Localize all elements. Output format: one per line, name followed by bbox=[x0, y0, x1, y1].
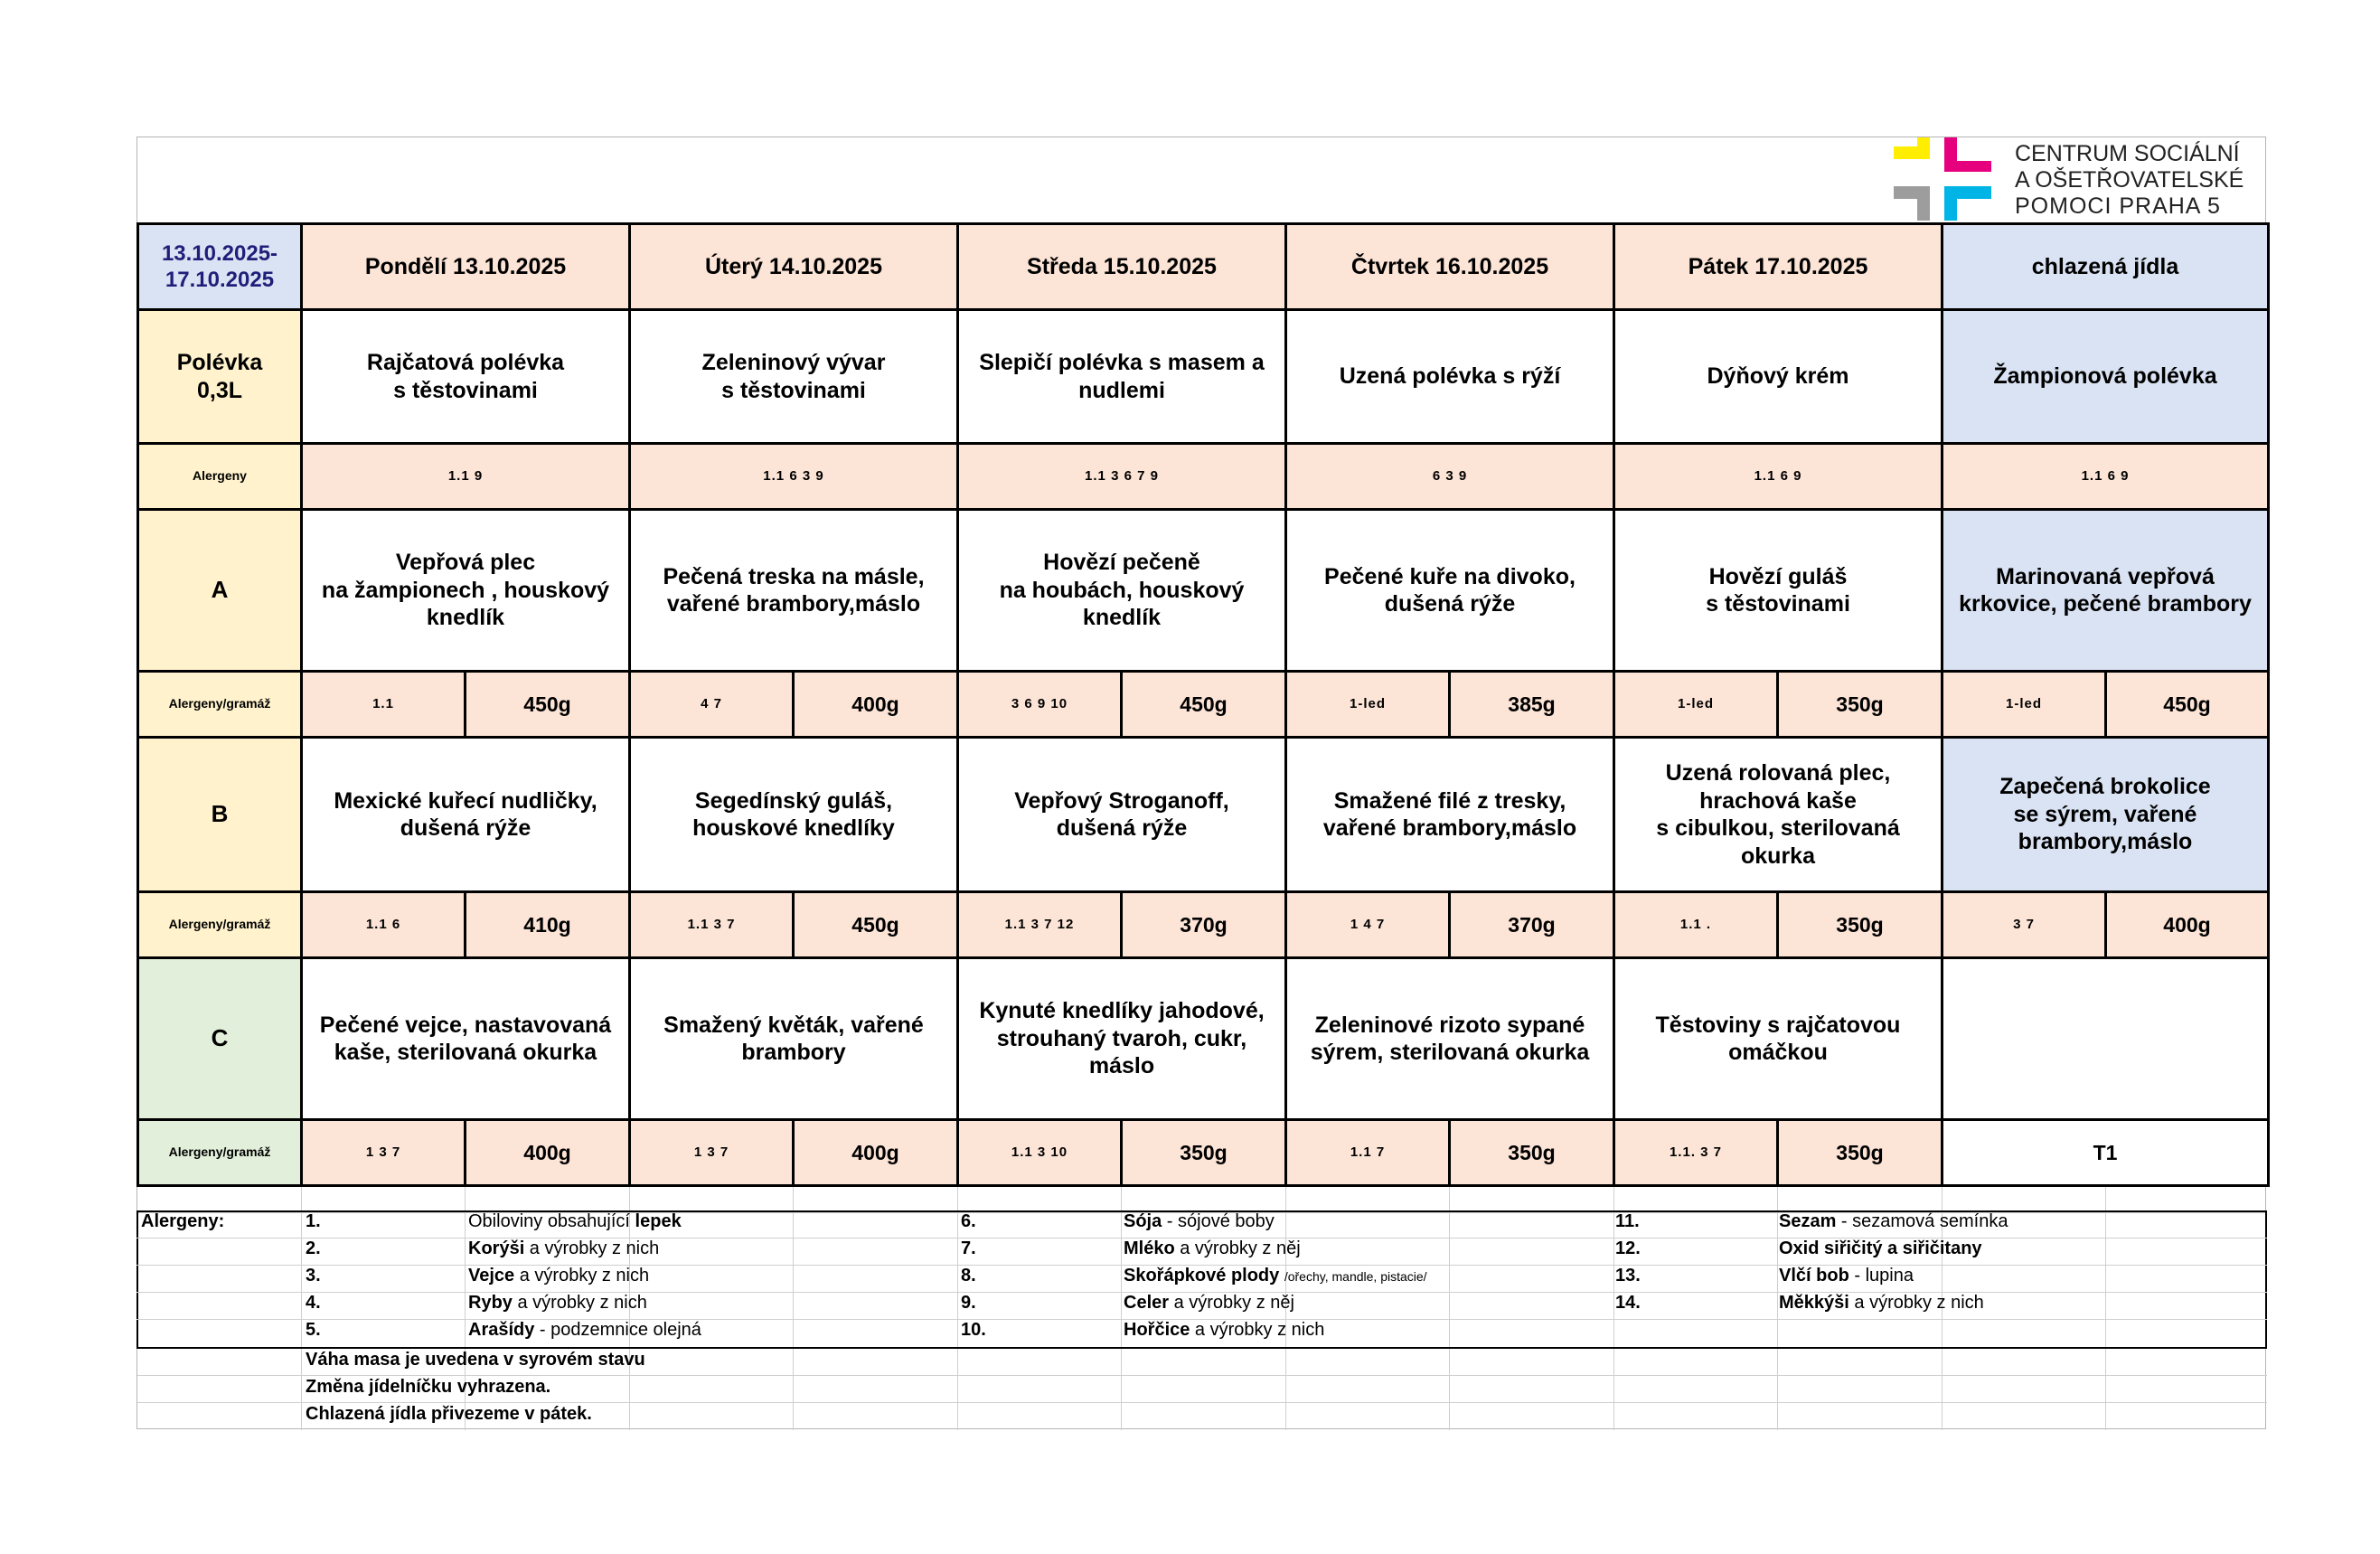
soup-item-2 bbox=[956, 308, 1287, 445]
meal-item bbox=[1941, 508, 2270, 673]
legend-text bbox=[1779, 1266, 1914, 1286]
meal-weight bbox=[1120, 1118, 1287, 1187]
meal-weight-text: 350g bbox=[1836, 1140, 1884, 1164]
meal-item bbox=[1284, 956, 1615, 1121]
soup-item-1-text: Zeleninový vývar s těstovinami bbox=[701, 350, 886, 403]
meal-weight-text: 400g bbox=[523, 1140, 571, 1164]
meal-weight-text: 370g bbox=[1180, 912, 1228, 937]
meal-weight bbox=[1120, 670, 1287, 739]
day-header-0 bbox=[300, 222, 631, 311]
logo-line-2: A OŠETŘOVATELSKÉ bbox=[2015, 167, 2244, 193]
meal-allergens bbox=[628, 670, 795, 739]
meal-allergens-text: 1-led bbox=[1677, 695, 1714, 711]
meal-allergens bbox=[1284, 670, 1451, 739]
meal-item-text: Smažené filé z tresky, vařené brambory,máslo bbox=[1322, 787, 1577, 841]
soup-allergens-2-text: 1.1 3 6 7 9 bbox=[1085, 467, 1159, 484]
legend-number: 13. bbox=[1615, 1266, 1641, 1286]
soup-allergens-3-text: 6 3 9 bbox=[1432, 467, 1468, 484]
day-header-4 bbox=[1613, 222, 1943, 311]
legend-text-rest: - podzemnice olejná bbox=[534, 1320, 701, 1340]
meal-item-text: Pečené vejce, nastavovaná kaše, sterilovaná okurka bbox=[319, 1012, 612, 1065]
meal-item bbox=[1284, 736, 1615, 893]
meal-item-text: Marinovaná vepřová krkovice, pečené brambory bbox=[1959, 563, 2252, 617]
meal-item-text: Uzená rolovaná plec, hrachová kaše s cibulkou, sterilovaná okurka bbox=[1656, 760, 1900, 869]
legend-text-bold: Měkkýši bbox=[1779, 1293, 1849, 1313]
soup-item-5 bbox=[1941, 308, 2270, 445]
meal-allergens-text: 1.1 3 7 12 bbox=[1004, 916, 1075, 932]
meal-weight-text: 450g bbox=[523, 692, 571, 716]
meal-extra-code-text: T1 bbox=[2093, 1140, 2118, 1164]
soup-allergens-1 bbox=[628, 442, 959, 511]
legend-text-bold: Skořápkové plody bbox=[1124, 1266, 1280, 1286]
legend-text-rest: a výrobky z něj bbox=[1169, 1293, 1294, 1313]
meal-allergens bbox=[1613, 670, 1779, 739]
logo-text bbox=[2015, 141, 2244, 220]
legend-text-bold: Celer bbox=[1124, 1293, 1170, 1313]
grid-hline bbox=[137, 1402, 2267, 1403]
meal-weight bbox=[1776, 670, 1943, 739]
soup-allergens-1-text: 1.1 6 3 9 bbox=[763, 467, 824, 484]
soup-allergens-0-text: 1.1 9 bbox=[447, 467, 484, 484]
meal-allergens bbox=[1613, 890, 1779, 959]
meal-weight bbox=[464, 890, 631, 959]
day-header-2 bbox=[956, 222, 1287, 311]
legend-text-bold: Arašídy bbox=[468, 1320, 535, 1340]
legend-text bbox=[468, 1266, 649, 1286]
legend-text-small: /ořechy, mandle, pistacie/ bbox=[1284, 1269, 1427, 1284]
legend-text bbox=[468, 1238, 659, 1259]
meal-item-text: Vepřová plec na žampionech , houskový knedlík bbox=[321, 550, 610, 631]
meal-allergens bbox=[956, 670, 1123, 739]
meal-weight bbox=[1448, 1118, 1615, 1187]
soup-allergens-5 bbox=[1941, 442, 2270, 511]
meal-item-text: Vepřový Stroganoff, dušená rýže bbox=[1014, 787, 1229, 841]
meal-detail-label bbox=[136, 670, 303, 739]
legend-text-rest: a výrobky z nich bbox=[1190, 1320, 1325, 1340]
meal-item bbox=[1613, 736, 1943, 893]
meal-allergens-text: 1-led bbox=[2005, 695, 2042, 711]
logo bbox=[1892, 137, 2253, 221]
meal-allergens-text: 1 3 7 bbox=[365, 1144, 401, 1160]
meal-a-label bbox=[136, 508, 303, 673]
day-header-2-text: Středa 15.10.2025 bbox=[1027, 253, 1217, 279]
legend-text-rest: a výrobky z nich bbox=[512, 1293, 647, 1313]
meal-weight-text: 350g bbox=[1508, 1140, 1556, 1164]
legend-text-bold: Vejce bbox=[468, 1266, 515, 1286]
meal-item bbox=[628, 508, 959, 673]
soup-allergens-2 bbox=[956, 442, 1287, 511]
meal-weight bbox=[1776, 1118, 1943, 1187]
meal-item-empty bbox=[1941, 956, 2270, 1121]
meal-weight bbox=[792, 1118, 959, 1187]
meal-allergens-text: 1 4 7 bbox=[1350, 916, 1386, 932]
meal-weight bbox=[1448, 670, 1615, 739]
meal-allergens bbox=[956, 1118, 1123, 1187]
meal-item bbox=[1941, 736, 2270, 893]
meal-allergens-text: 1.1. 3 7 bbox=[1669, 1144, 1723, 1160]
soup-item-4-text: Dýňový krém bbox=[1707, 363, 1849, 390]
day-header-1 bbox=[628, 222, 959, 311]
meal-item bbox=[300, 736, 631, 893]
legend-text-pre: Obiloviny obsahující bbox=[468, 1211, 635, 1231]
meal-weight bbox=[1120, 890, 1287, 959]
meal-allergens bbox=[300, 670, 466, 739]
week-range bbox=[136, 222, 303, 311]
legend-text-rest: a výrobky z něj bbox=[1174, 1238, 1301, 1258]
soup-allergens-5-text: 1.1 6 9 bbox=[2081, 467, 2130, 484]
meal-allergens bbox=[1941, 670, 2107, 739]
legend-text-bold: Mléko bbox=[1124, 1238, 1175, 1258]
meal-allergens bbox=[300, 1118, 466, 1187]
meal-weight bbox=[792, 890, 959, 959]
legend-number: 5. bbox=[306, 1320, 321, 1340]
note-1: Váha masa je uvedena v syrovém stavu bbox=[306, 1350, 645, 1370]
soup-item-0-text: Rajčatová polévka s těstovinami bbox=[366, 350, 565, 403]
meal-weight-text: 350g bbox=[1836, 692, 1884, 716]
note-2: Změna jídelníčku vyhrazena. bbox=[306, 1377, 551, 1397]
soup-allergen-label-text: Alergeny bbox=[193, 468, 247, 484]
meal-allergens bbox=[628, 1118, 795, 1187]
soup-label-text: Polévka 0,3L bbox=[176, 350, 263, 403]
meal-weight-text: 370g bbox=[1508, 912, 1556, 937]
meal-allergens-text: 1.1 3 7 bbox=[687, 916, 736, 932]
meal-allergens bbox=[1284, 890, 1451, 959]
meal-allergens bbox=[1941, 890, 2107, 959]
meal-allergens bbox=[628, 890, 795, 959]
legend-text-rest: - sezamová semínka bbox=[1836, 1211, 2008, 1231]
meal-allergens-text: 1.1 6 bbox=[365, 916, 401, 932]
legend-number: 9. bbox=[961, 1293, 976, 1313]
meal-detail-label bbox=[136, 1118, 303, 1187]
meal-detail-label bbox=[136, 890, 303, 959]
meal-item bbox=[956, 956, 1287, 1121]
legend-text-rest: - lupina bbox=[1848, 1266, 1914, 1286]
meal-weight-text: 400g bbox=[851, 1140, 899, 1164]
legend-number: 12. bbox=[1615, 1238, 1641, 1258]
legend-text-bold: Korýši bbox=[468, 1238, 525, 1258]
meal-item-text: Mexické kuřecí nudličky, dušená rýže bbox=[334, 787, 597, 841]
meal-b-label bbox=[136, 736, 303, 893]
meal-weight bbox=[464, 670, 631, 739]
day-header-1-text: Úterý 14.10.2025 bbox=[705, 253, 882, 279]
meal-b-label-text: B bbox=[211, 800, 229, 828]
soup-allergen-label bbox=[136, 442, 303, 511]
meal-item bbox=[1284, 508, 1615, 673]
legend-text-rest: a výrobky z nich bbox=[524, 1238, 660, 1258]
meal-item bbox=[1613, 508, 1943, 673]
meal-item-text: Pečená treska na másle, vařené brambory,máslo bbox=[663, 563, 925, 617]
meal-weight bbox=[464, 1118, 631, 1187]
soup-item-3-text: Uzená polévka s rýží bbox=[1339, 363, 1561, 390]
meal-item bbox=[628, 736, 959, 893]
meal-c-label-text: C bbox=[211, 1024, 229, 1052]
meal-extra-code bbox=[1941, 1118, 2270, 1187]
logo-cross-icon bbox=[1892, 137, 1993, 221]
legend-text bbox=[1124, 1320, 1324, 1341]
legend-number: 11. bbox=[1615, 1211, 1640, 1231]
meal-allergens-text: 1 3 7 bbox=[693, 1144, 729, 1160]
soup-allergens-4-text: 1.1 6 9 bbox=[1754, 467, 1802, 484]
legend-text-bold: Vlčí bob bbox=[1779, 1266, 1849, 1286]
legend-number: 4. bbox=[306, 1293, 321, 1313]
legend-text-rest: a výrobky z nich bbox=[1848, 1293, 1984, 1313]
meal-item-text: Těstoviny s rajčatovou omáčkou bbox=[1655, 1012, 1901, 1065]
meal-allergens bbox=[956, 890, 1123, 959]
meal-weight bbox=[2104, 890, 2270, 959]
legend-number: 3. bbox=[306, 1266, 321, 1286]
meal-item-text: Pečené kuře na divoko, dušená rýže bbox=[1324, 563, 1576, 617]
legend-text-rest: a výrobky z nich bbox=[514, 1266, 650, 1286]
meal-allergens-text: 1.1 3 10 bbox=[1011, 1144, 1068, 1160]
meal-allergens-text: 1.1 7 bbox=[1350, 1144, 1386, 1160]
meal-weight-text: 350g bbox=[1836, 912, 1884, 937]
soup-label bbox=[136, 308, 303, 445]
meal-item bbox=[300, 956, 631, 1121]
meal-item-text: Smažený květák, vařené brambory bbox=[663, 1012, 924, 1065]
meal-weight-text: 400g bbox=[851, 692, 899, 716]
legend-text bbox=[468, 1293, 647, 1314]
legend-number: 2. bbox=[306, 1238, 321, 1258]
soup-allergens-4 bbox=[1613, 442, 1943, 511]
meal-allergens-text: 1-led bbox=[1349, 695, 1386, 711]
legend-number: 7. bbox=[961, 1238, 976, 1258]
meal-weight bbox=[1776, 890, 1943, 959]
meal-allergens-text: 3 7 bbox=[2013, 916, 2035, 932]
meal-item bbox=[1613, 956, 1943, 1121]
logo-line-1: CENTRUM SOCIÁLNÍ bbox=[2015, 141, 2240, 166]
legend-text bbox=[1124, 1211, 1275, 1232]
legend-text bbox=[468, 1320, 701, 1341]
grid-hline bbox=[137, 1375, 2267, 1376]
legend-text bbox=[1779, 1211, 2008, 1232]
meal-weight bbox=[792, 670, 959, 739]
meal-item-text: Kynuté knedlíky jahodové, strouhaný tvaroh, cukr, máslo bbox=[979, 998, 1265, 1079]
soup-item-5-text: Žampionová polévka bbox=[1993, 363, 2217, 390]
legend-text bbox=[1124, 1238, 1301, 1259]
legend-text-bold: Ryby bbox=[468, 1293, 513, 1313]
meal-allergens bbox=[1284, 1118, 1451, 1187]
meal-weight-text: 450g bbox=[851, 912, 899, 937]
meal-allergens-text: 1.1 bbox=[372, 695, 394, 711]
meal-weight-text: 410g bbox=[523, 912, 571, 937]
legend-text bbox=[1779, 1238, 1982, 1259]
soup-allergens-3 bbox=[1284, 442, 1615, 511]
day-header-4-text: Pátek 17.10.2025 bbox=[1688, 253, 1868, 279]
meal-allergens-text: 1.1 . bbox=[1679, 916, 1712, 932]
legend-text-bold2: lepek bbox=[635, 1211, 682, 1231]
legend-text bbox=[1779, 1293, 1984, 1314]
meal-detail-label-text: Alergeny/gramáž bbox=[168, 917, 271, 932]
meal-weight-text: 350g bbox=[1180, 1140, 1228, 1164]
meal-item bbox=[300, 508, 631, 673]
meal-weight-text: 385g bbox=[1508, 692, 1556, 716]
meal-item bbox=[956, 508, 1287, 673]
day-header-5-text: chlazená jídla bbox=[2031, 253, 2179, 279]
day-header-5 bbox=[1941, 222, 2270, 311]
meal-allergens-text: 4 7 bbox=[701, 695, 722, 711]
meal-allergens bbox=[300, 890, 466, 959]
legend-number: 6. bbox=[961, 1211, 976, 1231]
legend-text bbox=[1124, 1266, 1427, 1286]
legend-text bbox=[468, 1211, 682, 1232]
legend-text-bold: Sója bbox=[1124, 1211, 1162, 1231]
meal-weight bbox=[2104, 670, 2270, 739]
logo-line-3: POMOCI PRAHA 5 bbox=[2015, 193, 2221, 219]
legend-number: 14. bbox=[1615, 1293, 1641, 1313]
meal-weight-text: 450g bbox=[1180, 692, 1228, 716]
week-range-text: 13.10.2025- 17.10.2025 bbox=[161, 240, 278, 292]
legend-number: 8. bbox=[961, 1266, 976, 1286]
day-header-3 bbox=[1284, 222, 1615, 311]
meal-item-text: Zapečená brokolice se sýrem, vařené brambory,máslo bbox=[1999, 774, 2211, 855]
meal-item bbox=[628, 956, 959, 1121]
meal-detail-label-text: Alergeny/gramáž bbox=[168, 1144, 271, 1160]
legend-number: 10. bbox=[961, 1320, 986, 1340]
legend-text bbox=[1124, 1293, 1294, 1314]
soup-item-4 bbox=[1613, 308, 1943, 445]
meal-a-label-text: A bbox=[211, 576, 229, 604]
legend-text-bold: Sezam bbox=[1779, 1211, 1837, 1231]
meal-item-text: Hovězí guláš s těstovinami bbox=[1706, 563, 1850, 617]
meal-weight-text: 400g bbox=[2163, 912, 2211, 937]
meal-weight-text: 450g bbox=[2163, 692, 2211, 716]
day-header-0-text: Pondělí 13.10.2025 bbox=[364, 253, 567, 279]
soup-item-1 bbox=[628, 308, 959, 445]
legend-number: 1. bbox=[306, 1211, 321, 1231]
meal-allergens-text: 3 6 9 10 bbox=[1011, 695, 1068, 711]
soup-item-3 bbox=[1284, 308, 1615, 445]
meal-weight bbox=[1448, 890, 1615, 959]
meal-item bbox=[956, 736, 1287, 893]
meal-allergens bbox=[1613, 1118, 1779, 1187]
legend-text-bold: Hořčice bbox=[1124, 1320, 1190, 1340]
meal-item-text: Segedínský guláš, houskové knedlíky bbox=[692, 787, 895, 841]
legend-text-bold: Oxid siřičitý a siřičitany bbox=[1779, 1238, 1982, 1258]
soup-item-2-text: Slepičí polévka s masem a nudlemi bbox=[979, 350, 1265, 403]
soup-item-0 bbox=[300, 308, 631, 445]
soup-allergens-0 bbox=[300, 442, 631, 511]
meal-item-text: Zeleninové rizoto sypané sýrem, sterilovaná okurka bbox=[1310, 1012, 1590, 1065]
day-header-3-text: Čtvrtek 16.10.2025 bbox=[1350, 253, 1549, 279]
meal-c-label bbox=[136, 956, 303, 1121]
meal-item-text: Hovězí pečeně na houbách, houskový knedlík bbox=[999, 550, 1245, 631]
meal-detail-label-text: Alergeny/gramáž bbox=[168, 696, 271, 711]
legend-title: Alergeny: bbox=[141, 1211, 225, 1231]
legend-text-rest: - sójové boby bbox=[1162, 1211, 1275, 1231]
note-3: Chlazená jídla přivezeme v pátek. bbox=[306, 1404, 592, 1424]
